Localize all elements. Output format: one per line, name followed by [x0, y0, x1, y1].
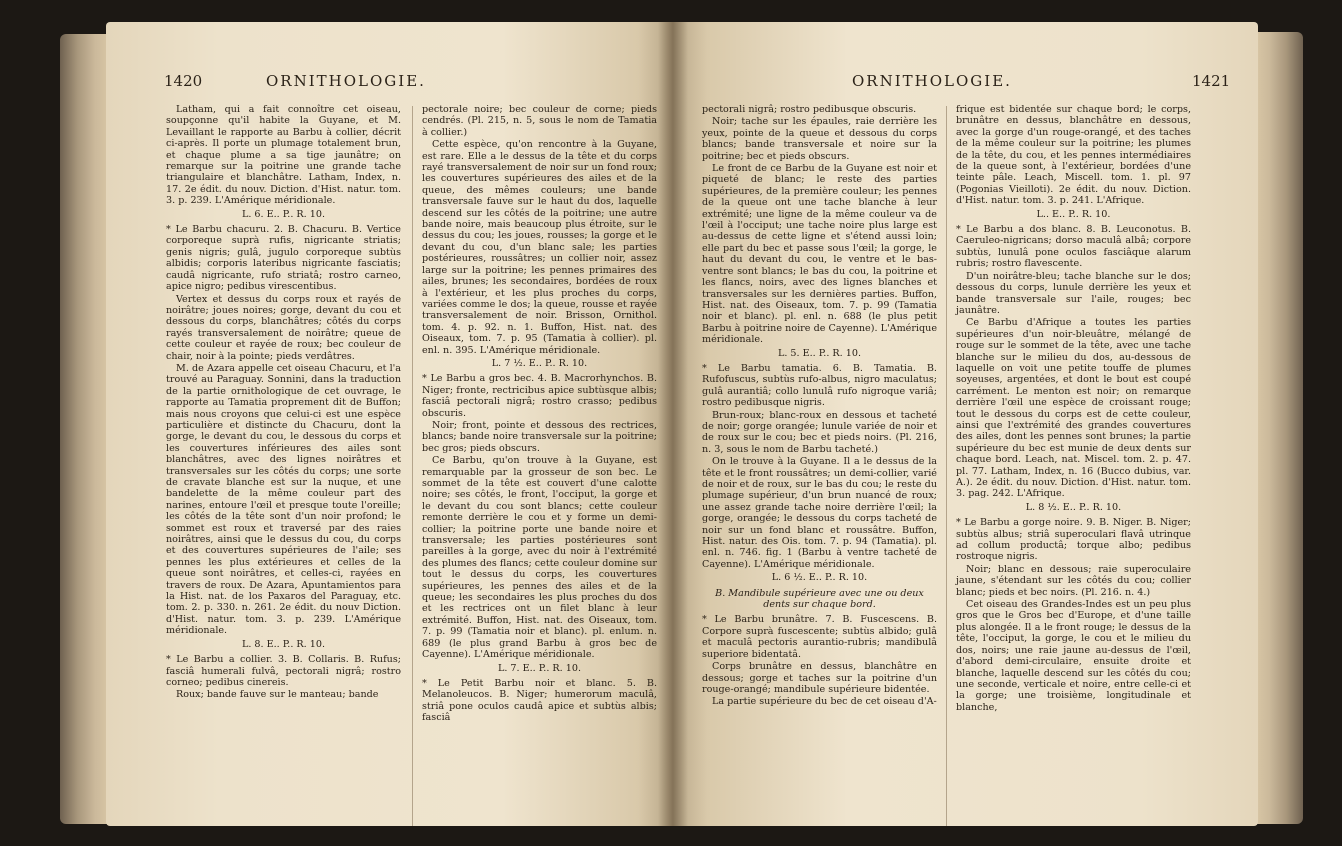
page-number-left: 1420	[164, 72, 203, 90]
paragraph: Brun-roux; blanc-roux en dessous et tacheté de noir; gorge orangée; lunule variée de noir et de roux sur le cou; bec et pieds noirs. (Pl. 216, n. 3, sous le nom de Barbu tacheté.)	[702, 409, 937, 455]
right-page-column-2	[956, 104, 1191, 714]
paragraph: Latham, qui a fait connoître cet oiseau, soupçonne qu'il habite la Guyane, et M. Levaillant le rapporte au Barbu à collier, décrit ci-après. Il porte un plumage totalement brun, et chaque plume a sa tige jaunâtre; on remarque sur la poitrine une grande tache triangulaire et blanchâtre. Latham, Index, n. 17. 2e édit. du nouv. Diction. d'Hist. natur. tom. 3. p. 239. L'Amérique méridionale.	[166, 104, 401, 207]
measurement-line: L. 8. E.. P.. R. 10.	[241, 638, 326, 650]
paragraph: Roux; bande fauve sur le manteau; bande	[176, 689, 379, 701]
species-entry-heading: * Le Barbu a gorge noire. 9. B. Niger. B. Niger; subtùs albus; striâ superoculari flavâ utrinque ad collum productâ; torque albo; pedibus rostroque nigris.	[956, 517, 1191, 563]
paragraph: Ce Barbu d'Afrique a toutes les parties supérieures d'un noir-bleuâtre, mélangé de rouge sur le sommet de la tête, avec une tache blanche sur le milieu du dos, au-dessous de laquelle on voit une petite touffe de plumes soyeuses, argentées, et dont le bout est coupé carrément. Le menton est noir; on remarque derrière l'œil une espèce de croissant rouge; tout le dessous du corps est de cette couleur, ainsi que l'extrémité des grandes couvertures des ailes, dont les pennes sont brunes; la partie supérieure du bec est munie de deux dents sur chaque bord. Leach, nat. Miscel. tom. 2. p. 47. pl. 77. Latham, Index, n. 16 (Bucco dubius, var. A.). 2e édit. du nouv. Diction. d'Hist. natur. tom. 3. pag. 242. L'Afrique.	[956, 317, 1191, 500]
book-gutter	[658, 22, 688, 826]
species-entry-heading: * Le Barbu a dos blanc. 8. B. Leuconotus. B. Caeruleo-nigricans; dorso maculâ albâ; corpore subtùs, lunulâ pone oculos fasciâque alarum rubris; rostro flavescente.	[956, 224, 1191, 270]
paragraph: pectorale noire; bec couleur de corne; pieds cendrés. (Pl. 215, n. 5, sous le nom de Tamatia à collier.)	[422, 104, 657, 138]
measurement-line: L. 6. E.. P.. R. 10.	[241, 208, 326, 220]
paragraph: On le trouve à la Guyane. Il a le dessus de la tête et le front roussâtres; un demi-collier, varié de noir et de roux, sur le bas du cou; le reste du plumage supérieur, d'un brun nuancé de roux; une assez grande tache noire derrière l'œil; la gorge, orangée; le dessous du corps tacheté de noir sur un fond blanc et roussâtre. Buffon, Hist. natur. des Ois. tom. 7. p. 94 (Tamatia). pl. enl. n. 746. fig. 1 (Barbu à ventre tacheté de Cayenne). L'Amérique méridionale.	[702, 456, 937, 570]
species-entry-heading: * Le Barbu a collier. 3. B. Collaris. B. Rufus; fasciâ humerali fulvâ, pectorali nigrâ; rostro corneo; pedibus cinereis.	[166, 654, 401, 688]
species-entry-heading: * Le Petit Barbu noir et blanc. 5. B. Melanoleucos. B. Niger; humerorum maculâ, striâ pone oculos caudâ apice et subtùs albis; fasciâ	[422, 677, 657, 724]
paragraph: pectorali nigrâ; rostro pedibusque obscuris.	[702, 104, 917, 115]
right-page-column-1	[702, 104, 937, 709]
running-header-right: ORNITHOLOGIE.	[852, 72, 1012, 90]
left-page-column-2	[422, 104, 657, 725]
measurement-line: L. 6 ½. E.. P.. R. 10.	[771, 572, 868, 584]
measurement-line: L. 5. E.. P.. R. 10.	[777, 347, 862, 359]
paragraph: Noir; blanc en dessous; raie superoculaire jaune, s'étendant sur les côtés du cou; collier blanc; pieds et bec noirs. (Pl. 216. n. 4.)	[956, 563, 1191, 598]
column-divider	[412, 106, 413, 826]
page-number-right: 1421	[1192, 72, 1231, 90]
running-header-left: ORNITHOLOGIE.	[266, 72, 426, 90]
column-divider	[946, 106, 947, 826]
paragraph: Vertex et dessus du corps roux et rayés de noirâtre; joues noires; gorge, devant du cou et dessous du corps, blanchâtres; côtés du corps rayés transversalement de noirâtre; queue de cette couleur et rayée de roux; bec couleur de chair, noir à la pointe; pieds verdâtres.	[166, 293, 401, 362]
paragraph: Noir; front, pointe et dessous des rectrices, blancs; bande noire transversale sur la poitrine; bec gros; pieds obscurs.	[422, 419, 657, 454]
measurement-line: L. 7 ½. E.. P.. R. 10.	[491, 357, 588, 369]
measurement-line: L.. E.. P.. R. 10.	[1036, 208, 1111, 220]
species-entry-heading: * Le Barbu a gros bec. 4. B. Macrorhynchos. B. Niger; fronte, rectricibus apice subtùsque albis; fasciâ pectorali nigrâ; rostro crasso; pedibus obscuris.	[422, 373, 657, 419]
left-page-stack	[60, 34, 110, 824]
left-page-column-1	[166, 104, 401, 702]
species-entry-heading: * Le Barbu tamatia. 6. B. Tamatia. B. Rufofuscus, subtùs rufo-albus, nigro maculatus; gulâ aurantiâ; collo lunulâ rufo nigroque variâ; rostro pedibusque nigris.	[702, 362, 937, 409]
species-entry-heading: * Le Barbu chacuru. 2. B. Chacuru. B. Vertice corporeque suprà rufis, nigricante striatis; genis nigris; gulâ, jugulo corporeque subtùs albidis; corporis lateribus nigricante fasciatis; caudâ nigricante, rufo striatâ; rostro carneo, apice nigro; pedibus virescentibus.	[166, 224, 401, 293]
paragraph: D'un noirâtre-bleu; tache blanche sur le dos; dessous du corps, lunule derrière les yeux et bande transversale sur l'aile, rouges; bec jaunâtre.	[956, 270, 1191, 316]
measurement-line: L. 8 ½. E.. P.. R. 10.	[1025, 501, 1122, 513]
paragraph: La partie supérieure du bec de cet oiseau d'A-	[712, 696, 937, 708]
paragraph: Corps brunâtre en dessus, blanchâtre en dessous; gorge et taches sur la poitrine d'un rouge-orangé; mandibule supérieure bidentée.	[702, 661, 937, 695]
section-heading: B. Mandibule supérieure avec une ou deux dents sur chaque bord.	[715, 587, 924, 611]
paragraph: Cet oiseau des Grandes-Indes est un peu plus gros que le Gros bec d'Europe, et d'une taille plus alongée. Il a le front rouge; le dessus de la tête, l'occiput, la gorge, le cou et le milieu du dos, noirs; une raie jaune au-dessus de l'œil, d'abord demi-circulaire, ensuite droite et blanche, laquelle descend sur les côtés du cou; une seconde, verticale et noire, entre celle-ci et la gorge; une troisième, longitudinale et blanche,	[956, 599, 1191, 713]
paragraph: M. de Azara appelle cet oiseau Chacuru, et l'a trouvé au Paraguay. Sonnini, dans la traduction de la partie ornithologique de cet ouvrage, le rapporte au Tamatia proprement dit de Buffon; mais nous croyons que celui-ci est une espèce particulière et distincte du Chacuru, dont la gorge, le devant du cou, le dessous du corps et les couvertures inférieures des ailes sont blanchâtres, avec des lignes noirâtres et transversales sur les côtés du corps; une sorte de cravate blanche est sur la nuque, et une bandelette de la même couleur part des narines, entoure l'œil et presque toute l'oreille; les côtés de la tête sont d'un noir profond; le sommet est roux et traversé par des raies noirâtres, ainsi que le dessus du cou, du corps et des couvertures supérieures de l'aile; ses pennes les plus extérieures et celles de la queue sont noirâtres, et celles-ci, rayées en travers de roux. De Azara, Apuntamientos para la Hist. nat. de los Paxaros del Paraguay, etc. tom. 2. p. 330. n. 261. 2e édit. du nouv Diction. d'Hist. natur. tom. 3. p. 239. L'Amérique méridionale.	[166, 362, 401, 637]
right-page	[672, 22, 1258, 826]
paragraph: Cette espèce, qu'on rencontre à la Guyane, est rare. Elle a le dessus de la tête et du corps rayé transversalement de noir sur un fond roux; les couvertures supérieures des ailes et de la queue, des mêmes couleurs; une bande transversale fauve sur le haut du dos, laquelle descend sur les côtés de la poitrine; une autre bande noire, mais beaucoup plus étroite, sur le dessus du cou; les joues, rousses; la gorge et le devant du cou, d'un blanc sale; les parties postérieures, roussâtres; un collier noir, assez large sur la poitrine; les pennes primaires des ailes, brunes; les secondaires, bordées de roux à l'extérieur, et les plus proches du corps, variées comme le dos; la queue, rousse et rayée transversalement de noir. Brisson, Ornithol. tom. 4. p. 92. n. 1. Buffon, Hist. nat. des Oiseaux, tom. 7. p. 95 (Tamatia à collier). pl. enl. n. 395. L'Amérique méridionale.	[422, 139, 657, 356]
species-entry-heading: * Le Barbu brunâtre. 7. B. Fuscescens. B. Corpore suprà fuscescente; subtùs albido; gulâ et maculâ pectoris aurantio-rubris; mandibulâ superiore bidentatâ.	[702, 614, 937, 660]
paragraph: Le front de ce Barbu de la Guyane est noir et piqueté de blanc; le reste des parties supérieures, de la première couleur; les pennes de la queue ont une tache blanche à leur extrémité; une ligne de la même couleur va de l'œil à l'occiput; une tache noire plus large est au-dessus de cette ligne et s'étend aussi loin; elle part du bec et passe sous l'œil; la gorge, le haut du devant du cou, le ventre et le bas-ventre sont blancs; le bas du cou, la poitrine et les flancs, noirs, avec des lignes blanches et transversales sur les dernières parties. Buffon, Hist. nat. des Oiseaux, tom. 7. p. 99 (Tamatia noir et blanc). pl. enl. n. 688 (le plus petit Barbu à poitrine noire de Cayenne). L'Amérique méridionale.	[702, 163, 937, 346]
right-page-stack	[1255, 32, 1303, 824]
measurement-line: L. 7. E.. P.. R. 10.	[497, 662, 582, 674]
paragraph: Noir; tache sur les épaules, raie derrière les yeux, pointe de la queue et dessous du corps blancs; bande transversale et noire sur la poitrine; bec et pieds obscurs.	[702, 116, 937, 162]
paragraph: Ce Barbu, qu'on trouve à la Guyane, est remarquable par la grosseur de son bec. Le sommet de la tête est couvert d'une calotte noire; ses côtés, le front, l'occiput, la gorge et le devant du cou sont blancs; cette couleur remonte derrière le cou et y forme un demi-collier; la poitrine porte une bande noire et transversale; les parties postérieures sont pareilles à la gorge, avec du noir à l'extrémité des plumes des flancs; cette couleur domine sur tout le dessus du corps, les couvertures supérieures, les pennes des ailes et de la queue; les secondaires les plus proches du dos et les rectrices ont un filet blanc à leur extrémité. Buffon, Hist. nat. des Oiseaux, tom. 7. p. 99 (Tamatia noir et blanc). pl. enlum. n. 689 (le plus grand Barbu à gros bec de Cayenne). L'Amérique méridionale.	[422, 455, 657, 661]
left-page	[106, 22, 672, 826]
paragraph: frique est bidentée sur chaque bord; le corps, brunâtre en dessus, blanchâtre en dessous, avec la gorge d'un rouge-orangé, et des taches de la même couleur sur la poitrine; les plumes de la tête, du cou, et les pennes intermédiaires de la queue sont, à l'extérieur, bordées d'une teinte pâle. Leach, Miscell. tom. 1. pl. 97 (Pogonias Vieilloti). 2e édit. du nouv. Diction. d'Hist. natur. tom. 3. p. 241. L'Afrique.	[956, 104, 1191, 207]
